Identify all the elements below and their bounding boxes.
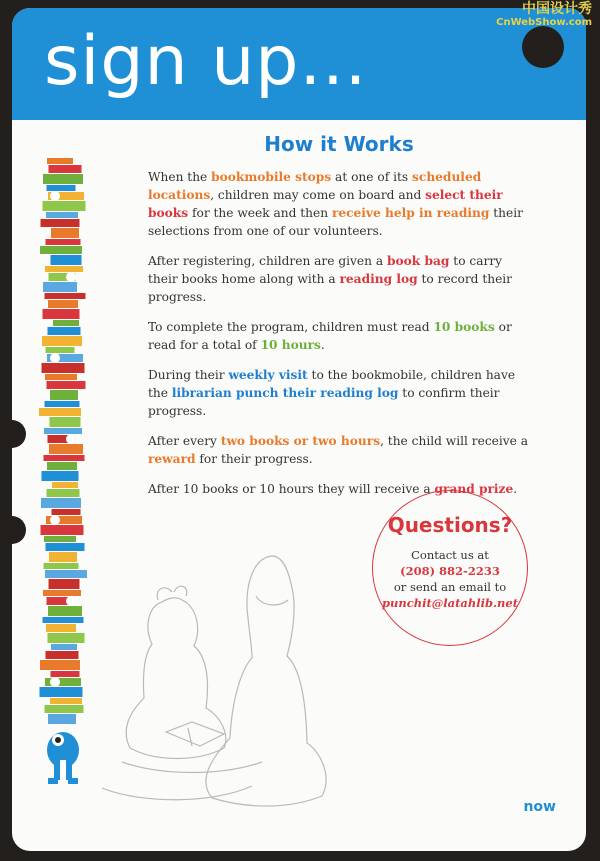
book-spine: [48, 633, 85, 643]
book-spine: [49, 552, 77, 562]
book-spine: [44, 563, 79, 569]
body-text-run: .: [513, 482, 518, 496]
book-spine: [46, 543, 85, 551]
book-spine: [51, 255, 82, 265]
highlight-text: bookmobile stops: [211, 170, 332, 184]
paragraph-5: [148, 432, 530, 468]
body-text-run: to record their progress.: [148, 272, 513, 304]
side-notch-bottom: [12, 516, 26, 544]
body-text-run: to carry their books home along with a: [148, 254, 503, 286]
watermark: [496, 2, 592, 28]
paragraph-1: [148, 168, 530, 240]
contact-line: Contact us at: [411, 548, 489, 562]
book-spine: [46, 624, 76, 632]
book-spine: [48, 300, 78, 308]
book-spine: [39, 408, 81, 416]
book-spine: [45, 293, 86, 299]
book-spine: [51, 644, 77, 650]
book-spine: [43, 309, 80, 319]
email-link[interactable]: punchit@latahlib.net: [381, 596, 519, 610]
book-spine: [48, 327, 81, 335]
book-spine: [47, 489, 80, 497]
book-dot: [50, 677, 60, 687]
email-prompt: or send an email to: [393, 580, 507, 594]
book-spine: [41, 498, 81, 508]
header-title: sign up...: [44, 22, 368, 101]
highlight-text: scheduled locations: [148, 170, 482, 202]
book-spine: [41, 525, 84, 535]
book-spine: [44, 536, 76, 542]
highlight-text: book bag: [387, 254, 450, 268]
body-text-run: to the bookmobile, children have the: [148, 368, 516, 400]
book-spine: [50, 698, 82, 704]
book-spine: [46, 651, 79, 659]
body-text-run: After every: [148, 434, 221, 448]
body-text-run: During their: [148, 368, 229, 382]
book-spine: [43, 590, 81, 596]
page-title: How it Works: [264, 132, 414, 156]
bookworm-icon: [47, 732, 79, 784]
paragraph-3: [148, 318, 530, 354]
book-spine: [44, 455, 85, 461]
book-stack-illustration: [38, 158, 88, 788]
book-spine: [45, 570, 87, 578]
book-spine: [50, 417, 81, 427]
book-spine: [40, 660, 80, 670]
body-text-run: .: [320, 338, 325, 352]
book-spine: [42, 363, 85, 373]
body-text-run: After 10 books or 10 hours they will receive a: [148, 482, 435, 496]
book-spine: [53, 320, 79, 326]
body-text-run: To complete the program, children must read: [148, 320, 434, 334]
highlight-text: librarian punch their reading log: [171, 386, 399, 400]
body-text-run: , the child will receive a: [380, 434, 529, 448]
book-dot: [50, 353, 60, 363]
highlight-text: two books or two hours: [220, 434, 381, 448]
book-spine: [40, 687, 83, 697]
book-spine: [42, 471, 79, 481]
book-spine: [41, 219, 80, 227]
book-spine: [49, 444, 83, 454]
highlight-text: select their books: [148, 188, 503, 220]
body-text: [148, 168, 530, 510]
book-spine: [49, 165, 82, 173]
body-text-run: to confirm their progress.: [148, 386, 500, 418]
book-spine: [40, 246, 82, 254]
book-spine: [51, 671, 80, 677]
highlight-text: reward: [148, 452, 196, 466]
watermark-en: CnWebShow.com: [496, 17, 592, 29]
phone-number[interactable]: (208) 882-2233: [400, 564, 500, 578]
book-spine: [43, 282, 77, 292]
book-spine: [42, 336, 82, 346]
highlight-text: receive help in reading: [331, 206, 490, 220]
now-label: now: [523, 799, 556, 815]
highlight-text: reading log: [339, 272, 418, 286]
book-spine: [43, 617, 84, 623]
questions-circle: [372, 490, 528, 646]
book-spine: [46, 347, 75, 353]
book-spine: [52, 482, 78, 488]
book-dot: [66, 596, 76, 606]
book-spine: [52, 509, 81, 515]
body-text-run: When the: [148, 170, 212, 184]
book-spine: [46, 239, 81, 245]
children-reading-illustration: [102, 548, 332, 818]
body-text-run: for the week and then: [188, 206, 332, 220]
body-text-run: their selections from one of our volunteers.: [148, 206, 523, 238]
watermark-cn: 中国设计秀: [522, 1, 592, 17]
paragraph-4: [148, 366, 530, 420]
book-spine: [44, 428, 82, 434]
punch-hole: [522, 26, 564, 68]
book-spine: [46, 212, 78, 218]
book-spine: [48, 714, 76, 724]
book-spine: [48, 606, 82, 616]
book-spine: [45, 266, 83, 272]
body-text-run: , children may come on board and: [210, 188, 426, 202]
body-text-run: or read for a total of: [148, 320, 512, 352]
body-text-run: for their progress.: [195, 452, 313, 466]
highlight-text: weekly visit: [228, 368, 308, 382]
book-spine: [45, 705, 84, 713]
book-spine: [43, 174, 83, 184]
highlight-text: 10 hours: [260, 338, 321, 352]
body-text-run: After registering, children are given a: [148, 254, 388, 268]
book-spine: [49, 579, 80, 589]
highlight-text: grand prize: [434, 482, 514, 496]
book-spine: [47, 462, 77, 470]
book-spine: [47, 185, 76, 191]
flyer-card: [12, 8, 586, 851]
book-dot: [50, 191, 60, 201]
side-notch-top: [12, 420, 26, 448]
book-dot: [66, 434, 76, 444]
book-spine: [43, 201, 86, 211]
book-spine: [47, 381, 86, 389]
paragraph-2: [148, 252, 530, 306]
book-spine: [50, 390, 78, 400]
book-spine: [51, 228, 79, 238]
questions-title: Questions?: [387, 513, 513, 537]
book-dot: [50, 515, 60, 525]
book-spine: [45, 401, 80, 407]
highlight-text: 10 books: [433, 320, 495, 334]
book-dot: [66, 272, 76, 282]
body-text-run: at one of its: [331, 170, 413, 184]
book-spine: [47, 158, 73, 164]
book-spine: [45, 374, 77, 380]
